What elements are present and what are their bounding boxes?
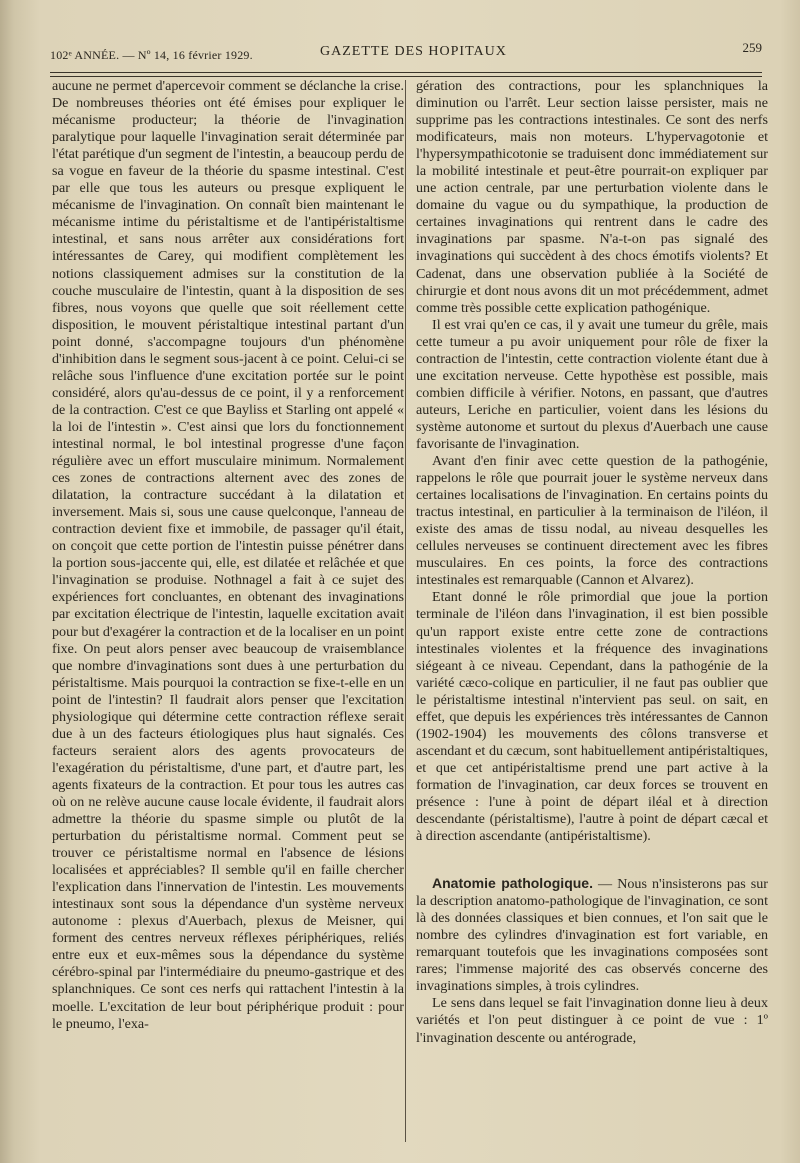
left-column	[52, 78, 404, 1033]
right-paragraph-2: Il est vrai qu'en ce cas, il y avait une tumeur du grêle, mais cette tumeur a pu avoir uniquement pour rôle de fixer la contraction de l'intestin, cette contraction violente étant due à une excitation nerveuse. Cette hypothèse est possible, mais combien difficile à vérifier. Notons, en passant, que d'autres auteurs, Leriche en particulier, voient dans les lésions du système autonome et surtout du plexus d'Auerbach une cause favorisante de l'invagination.	[416, 316, 768, 452]
issue-info: 102ᵉ ANNÉE. — Nº 14, 16 février 1929.	[50, 48, 253, 62]
page-number: 259	[742, 40, 762, 55]
section-title: Anatomie pathologique.	[432, 875, 593, 892]
section-paragraph	[416, 875, 768, 995]
section-intro-text: — Nous n'insisterons pas sur la description anatomo-pathologique de l'invagination, ce sont là des données classiques et bien connues, et l'on sait que le nombre des cylindres d'invagination est fort variable, en remarquant toutefois que les invaginations composées sont rares; l'immense majorité des cas observés concerne des invaginations simples, à trois cylindres.	[416, 876, 768, 995]
left-paragraph-1: aucune ne permet d'apercevoir comment se déclanche la crise. De nombreuses théories ont été émises pour expliquer le mécanisme producteur; la théorie de l'invagination paralytique pour laquelle l'invagination serait déterminée par l'état parétique d'un segment de l'intestin, a beaucoup perdu de sa vogue en faveur de la théorie du spasme intestinal. C'est par elle que tous les auteurs ou presque expliquent le mécanisme de l'invagination. On connaît bien maintenant le mécanisme intime du péristaltisme et de l'antipéristaltisme intestinal, et sans nous arrêter aux considérations fort intéressantes de Carey, qui modifient complètement les notions classiquement admises sur la constitution de la couche musculaire de l'intestin, quant à la disposition de ses fibres, nous voyons que quelle que soit réellement cette disposition, le mouvent péristaltique intestinal partant d'un point donné, s'accompagne toujours d'un phénomène d'inhibition dans le segment sous-jacent à ce point. Celui-ci se relâche sous l'influence d'une excitation portée sur le point considéré, alors qu'au-dessus de ce point, il y a renforcement de la contraction. C'est ce que Bayliss et Starling ont appelé « la loi de l'intestin ». C'est ainsi que lors du fonctionnement intestinal normal, le bol intestinal progresse d'une façon régulière avec un effort musculaire minimum. Normalement ces zones de contractions alternent avec des zones de dilatation, la contracture succédant à la dilatation et inversement. Mais si, sous une cause quelconque, l'anneau de contraction devient fixe et immobile, de passager qu'il était, on conçoit que cette portion de l'intestin puisse pénétrer dans la portion sous-jaccente qui, elle, est dilatée et relâchée et que l'invagination se produise. Nothnagel a fait à ce sujet des expériences fort concluantes, en obtenant des invaginations par excitation électrique de l'intestin, laquelle excitation avait pour but d'exagérer la contraction et de la localiser en un point fixe. On peut alors penser avec beaucoup de vraisemblance que nombre d'invaginations sont dues à une perturbation du péristaltisme. Mais pourquoi la contraction se fixe-t-elle en un point de l'intestin? Il faudrait alors penser que l'excitation physiologique qui détermine cette contraction réflexe serait due à un des facteurs étiologiques plus haut signalés. Ces facteurs seraient alors des agents provocateurs de l'exagération du péristaltisme, d'une part, et d'autre part, les agents fixateurs de la contraction. Et pour tous les autres cas où on ne relève aucune cause locale évidente, il faudrait alors admettre la théorie du spasme simple ou plutôt de la perturbation du péristaltisme normal. Comment peut se trouver ce péristaltisme normal en l'absence de lésions localisées et appréciables? Il semble qu'il en faille chercher l'explication dans l'innervation de l'intestin. Les mouvements intestinaux sont sous la dépendance d'un système nerveux autonome : plexus d'Auerbach, plexus de Meisner, qui forment des centres nerveux réflexes périphériques, reliés entre eux et eux-mêmes sous la dépendance du système cérébro-spinal par l'intermédiaire du pneumo-gastrique et des splanchniques. Ce sont ces nerfs qui rattachent l'intestin à la moelle. L'excitation de leur bout périphérique produit : pour le pneumo, l'exa-	[52, 78, 405, 1032]
right-paragraph-6: Le sens dans lequel se fait l'invagination donne lieu à deux variétés et l'on peut distinguer à ce point de vue : 1º l'invagination descente ou antérograde,	[416, 995, 768, 1046]
header-rule-top	[50, 72, 762, 73]
right-column	[416, 78, 768, 1047]
page-header	[50, 40, 762, 66]
right-paragraph-4: Etant donné le rôle primordial que joue la portion terminale de l'iléon dans l'invagination, il est bien possible qu'un rapport existe entre cette zone de contractions intestinales violentes et la fréquence des invaginations siégeant à ce niveau. Cependant, dans la pathogénie de la variété cæco-colique en particulier, il ne faut pas oublier que le péristaltisme intestinal n'intervient pas seul. on sait, en effet, que depuis les expériences très intéressantes de Cannon (1902-1904) les mouvements des côlons transverse et ascendant et du cæcum, sont habituellement antipéristaltiques, et que cet antipéristaltisme prend une part active à la formation de l'invagination, car deux forces se trouvent en présence : l'une à point de départ iléal et à direction descendante (péristaltisme), l'autre à point de départ cæcal et à direction ascendante (antipéristaltisme).	[416, 589, 768, 845]
right-paragraph-3: Avant d'en finir avec cette question de la pathogénie, rappelons le rôle que pourrait jouer le système nerveux dans certaines localisations de l'invagination. En certains points du tractus intestinal, en particulier à la terminaison de l'iléon, il existe des amas de tissu nodal, au niveau desquelles les cellules nerveuses se continuent directement avec les fibres musculaires. En ces points, la force des contractions intestinales est remarquable (Cannon et Alvarez).	[416, 453, 768, 589]
journal-title: GAZETTE DES HOPITAUX	[320, 44, 507, 59]
header-rule-bottom	[50, 76, 762, 77]
right-paragraph-1: gération des contractions, pour les splanchniques la diminution ou l'arrêt. Leur section laisse persister, mais ne supprime pas les contractions intestinales. Ce sont des nerfs modificateurs, mais non moteurs. L'hypervagotonie et l'hypersympathicotonie se traduisent donc immédiatement sur la mobilité intestinale et peut-être pourrait-on expliquer par une action centrale, par une perturbation violente dans le domaine du vague ou du sympathique, la production de certaines invaginations qui rentrent dans le cadre des invaginations par spasme. N'a-t-on pas signalé des invaginations qui succèdent à des chocs émotifs violents? Et Cadenat, dans une observation publiée à la Société de chirurgie et dont nous avons dit un mot précédemment, admet comme très possible cette explication pathogénique.	[416, 78, 768, 316]
column-separator	[405, 80, 406, 1142]
